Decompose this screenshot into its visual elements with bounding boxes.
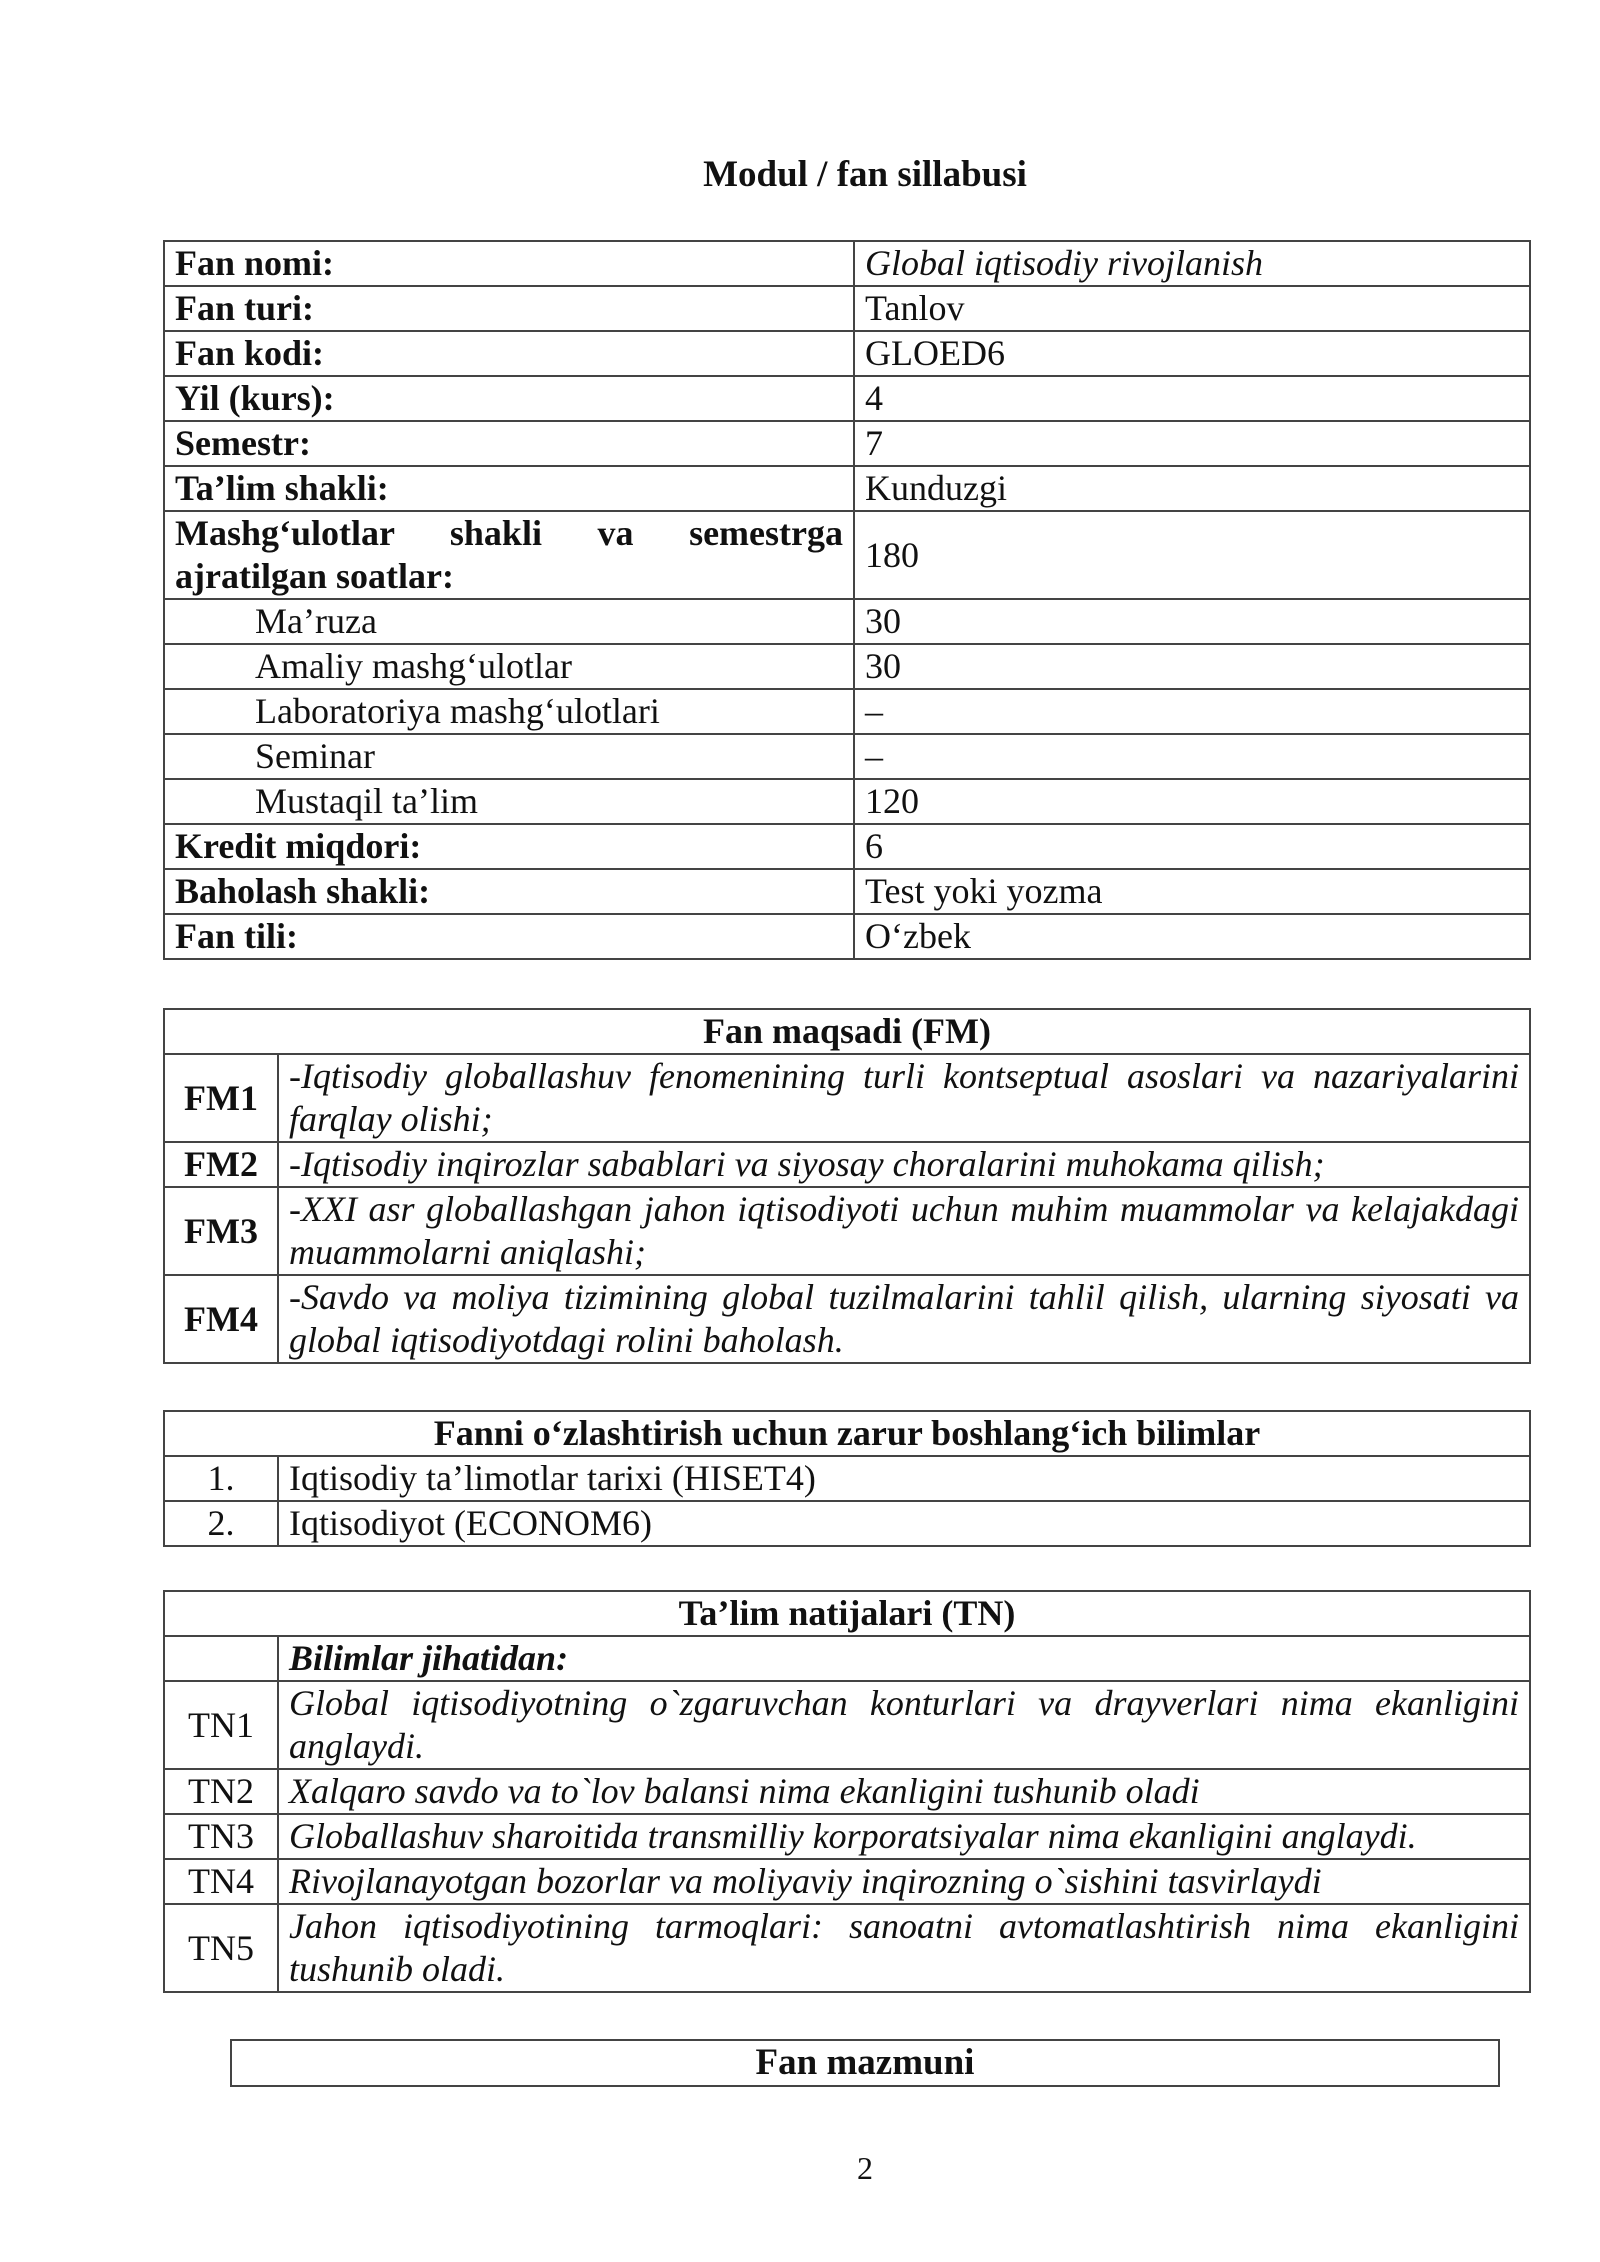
row-value: 180 [854, 511, 1530, 599]
table-row [164, 1859, 1530, 1904]
outcome-code: TN3 [164, 1814, 278, 1859]
prereq-text: Iqtisodiyot (ECONOM6) [278, 1501, 1530, 1546]
table-row [164, 1904, 1530, 1992]
row-label: Baholash shakli: [164, 869, 854, 914]
row-value: GLOED6 [854, 331, 1530, 376]
row-label: Semestr: [164, 421, 854, 466]
table-row [164, 1681, 1530, 1769]
table-row [164, 1769, 1530, 1814]
row-label: Yil (kurs): [164, 376, 854, 421]
row-label: Ma’ruza [164, 599, 854, 644]
table-header-row [164, 1411, 1530, 1456]
table-row [164, 1142, 1530, 1187]
table-row [164, 331, 1530, 376]
prereq-text: Iqtisodiy ta’limotlar tarixi (HISET4) [278, 1456, 1530, 1501]
goal-text: -Savdo va moliya tizimining global tuzilmalarini tahlil qilish, ularning siyosati va global iqtisodiyotdagi rolini baholash. [278, 1275, 1530, 1363]
row-label: Fan turi: [164, 286, 854, 331]
table-row [164, 241, 1530, 286]
row-label-line: ajratilgan soatlar: [175, 556, 454, 596]
learning-outcomes-table [163, 1590, 1531, 1993]
table-row [164, 1636, 1530, 1681]
row-label: Seminar [164, 734, 854, 779]
table-row [164, 689, 1530, 734]
table-row [164, 1501, 1530, 1546]
row-value: Test yoki yozma [854, 869, 1530, 914]
table-row [164, 644, 1530, 689]
goal-code: FM2 [164, 1142, 278, 1187]
row-value: 30 [854, 644, 1530, 689]
outcome-code: TN2 [164, 1769, 278, 1814]
row-value: Global iqtisodiy rivojlanish [854, 241, 1530, 286]
table-row [164, 599, 1530, 644]
prereq-number: 1. [164, 1456, 278, 1501]
table-row [164, 824, 1530, 869]
course-goals-table [163, 1008, 1531, 1364]
table-row [164, 1275, 1530, 1363]
course-info-table [163, 240, 1531, 960]
goal-code: FM1 [164, 1054, 278, 1142]
table-row [164, 421, 1530, 466]
outcome-text: Xalqaro savdo va to`lov balansi nima ekanligini tushunib oladi [278, 1769, 1530, 1814]
row-value: 6 [854, 824, 1530, 869]
outcome-code: TN5 [164, 1904, 278, 1992]
row-label: Fan tili: [164, 914, 854, 959]
table-header-row [164, 1009, 1530, 1054]
table-row [164, 466, 1530, 511]
row-value: Tanlov [854, 286, 1530, 331]
section-heading: Fanni o‘zlashtirish uchun zarur boshlang‘ich bilimlar [164, 1411, 1530, 1456]
row-value: 4 [854, 376, 1530, 421]
outcome-code: TN4 [164, 1859, 278, 1904]
section-heading: Fan maqsadi (FM) [164, 1009, 1530, 1054]
table-row [164, 734, 1530, 779]
outcomes-subheading: Bilimlar jihatidan: [278, 1636, 1530, 1681]
table-row [164, 1814, 1530, 1859]
empty-cell [164, 1636, 278, 1681]
table-row [164, 779, 1530, 824]
table-header-row [164, 1591, 1530, 1636]
prerequisites-table [163, 1410, 1531, 1547]
table-row [164, 511, 1530, 599]
table-row [164, 376, 1530, 421]
document-title: Modul / fan sillabusi [703, 154, 1027, 195]
goal-code: FM4 [164, 1275, 278, 1363]
row-label: Ta’lim shakli: [164, 466, 854, 511]
outcome-code: TN1 [164, 1681, 278, 1769]
row-value: – [854, 689, 1530, 734]
table-row [164, 286, 1530, 331]
row-value: 7 [854, 421, 1530, 466]
row-value: Kunduzgi [854, 466, 1530, 511]
row-label: Laboratoriya mashg‘ulotlari [164, 689, 854, 734]
row-label: Amaliy mashg‘ulotlar [164, 644, 854, 689]
page-number: 2 [857, 2150, 873, 2186]
row-label [164, 511, 854, 599]
table-row [164, 914, 1530, 959]
outcome-text: Rivojlanayotgan bozorlar va moliyaviy inqirozning o`sishini tasvirlaydi [278, 1859, 1530, 1904]
section-heading: Ta’lim natijalari (TN) [164, 1591, 1530, 1636]
outcome-text: Jahon iqtisodiyotining tarmoqlari: sanoatni avtomatlashtirish nima ekanligini tushunib oladi. [278, 1904, 1530, 1992]
row-label-line: Mashg‘ulotlar shakli va semestrga [175, 513, 843, 553]
row-label: Mustaqil ta’lim [164, 779, 854, 824]
outcome-text: Global iqtisodiyotning o`zgaruvchan konturlari va drayverlari nima ekanligini anglaydi. [278, 1681, 1530, 1769]
outcome-text: Globallashuv sharoitida transmilliy korporatsiyalar nima ekanligini anglaydi. [278, 1814, 1530, 1859]
table-row [164, 1187, 1530, 1275]
goal-text: -Iqtisodiy inqirozlar sabablari va siyosay choralarini muhokama qilish; [278, 1142, 1530, 1187]
row-value: 30 [854, 599, 1530, 644]
row-label: Kredit miqdori: [164, 824, 854, 869]
table-row [164, 869, 1530, 914]
goal-text: -XXI asr globallashgan jahon iqtisodiyoti uchun muhim muammolar va kelajakdagi muammolarni aniqlashi; [278, 1187, 1530, 1275]
goal-text: -Iqtisodiy globallashuv fenomenining turli kontseptual asoslari va nazariyalarini farqlay olishi; [278, 1054, 1530, 1142]
row-value: O‘zbek [854, 914, 1530, 959]
row-value: – [854, 734, 1530, 779]
row-label: Fan nomi: [164, 241, 854, 286]
prereq-number: 2. [164, 1501, 278, 1546]
row-value: 120 [854, 779, 1530, 824]
table-row [164, 1456, 1530, 1501]
goal-code: FM3 [164, 1187, 278, 1275]
row-label: Fan kodi: [164, 331, 854, 376]
course-content-heading: Fan mazmuni [230, 2039, 1500, 2087]
table-row [164, 1054, 1530, 1142]
